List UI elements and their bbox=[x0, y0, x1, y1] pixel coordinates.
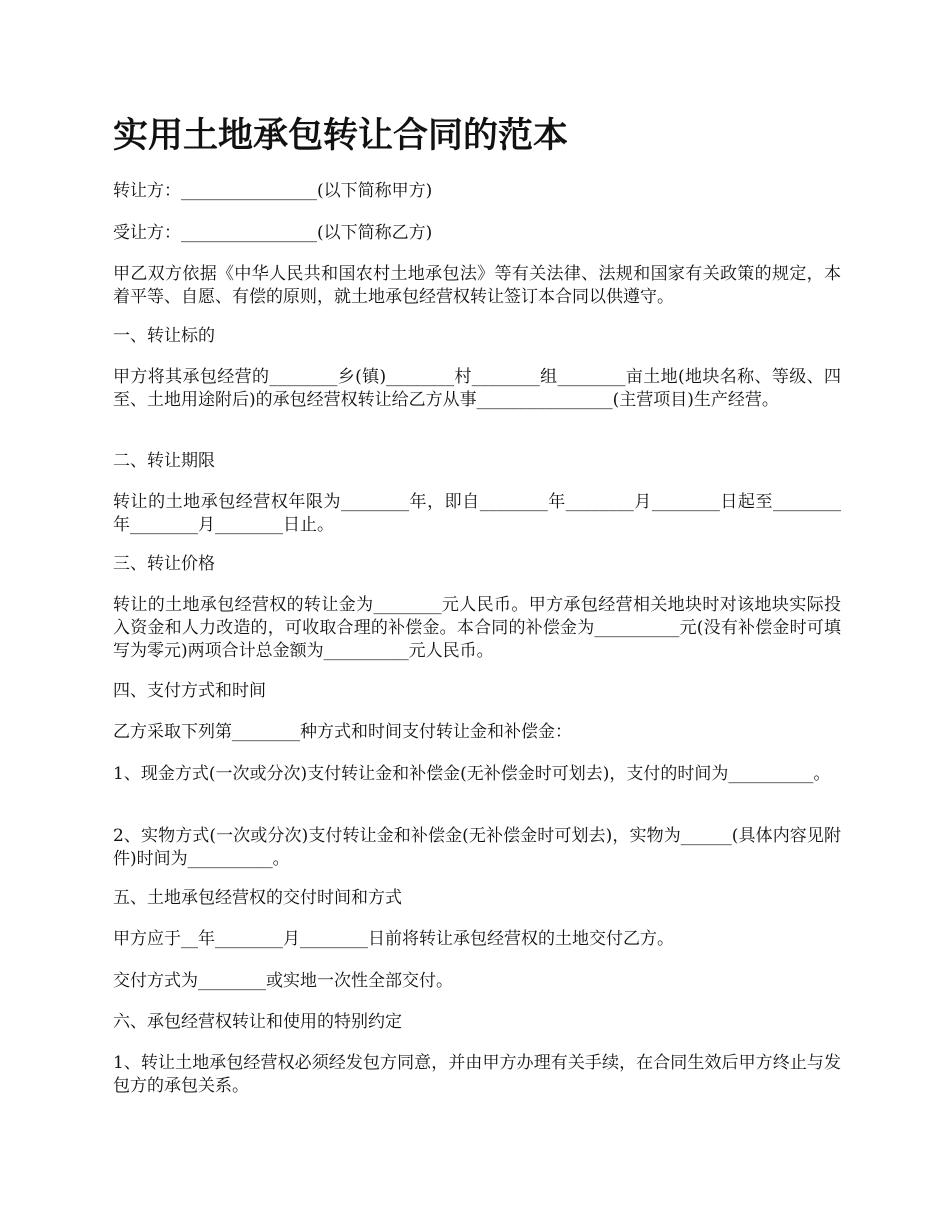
paragraph-payment-intro: 乙方采取下列第________种方式和时间支付转让金和补偿金： bbox=[113, 722, 572, 742]
paragraph-price: 转让的土地承包经营权的转让金为________元人民币。甲方承包经营相关地块时对该地块实际投入资金和人力改造的，可收取合理的补偿金。本合同的补偿金为__________元(没有补偿金时可填写为零元)两项合计总金额为__________元人民币。 bbox=[113, 595, 841, 661]
paragraph-term: 转让的土地承包经营权年限为________年，即自________年________月________日起至________年________月________日止。 bbox=[113, 492, 841, 535]
section-heading-1: 一、转让标的 bbox=[113, 326, 215, 346]
document-title: 实用土地承包转让合同的范本 bbox=[113, 116, 569, 156]
section-heading-4: 四、支付方式和时间 bbox=[113, 681, 266, 701]
section-heading-3: 三、转让价格 bbox=[113, 554, 215, 574]
paragraph-transferor: 转让方：________________(以下简称甲方) bbox=[113, 181, 433, 201]
section-heading-2: 二、转让期限 bbox=[113, 451, 215, 471]
paragraph-payment-cash: 1、现金方式(一次或分次)支付转让金和补偿金(无补偿金时可划去)，支付的时间为__________。 bbox=[113, 764, 831, 784]
paragraph-preamble: 甲乙双方依据《中华人民共和国农村土地承包法》等有关法律、法规和国家有关政策的规定，本着平等、自愿、有偿的原则，就土地承包经营权转让签订本合同以供遵守。 bbox=[113, 264, 841, 307]
paragraph-payment-in-kind: 2、实物方式(一次或分次)支付转让金和补偿金(无补偿金时可划去)，实物为______(具体内容见附件)时间为__________。 bbox=[113, 826, 841, 869]
paragraph-delivery-time: 甲方应于__年________月________日前将转让承包经营权的土地交付乙方。 bbox=[113, 929, 674, 949]
section-heading-5: 五、土地承包经营权的交付时间和方式 bbox=[113, 888, 402, 908]
section-heading-6: 六、承包经营权转让和使用的特别约定 bbox=[113, 1012, 402, 1032]
paragraph-subject: 甲方将其承包经营的________乡(镇)________村________组________亩土地(地块名称、等级、四至、土地用途附后)的承包经营权转让给乙方从事________________(主营项目)生产经营。 bbox=[113, 367, 841, 410]
paragraph-transferee: 受让方：________________(以下简称乙方) bbox=[113, 223, 433, 243]
paragraph-delivery-method: 交付方式为________或实地一次性全部交付。 bbox=[113, 971, 453, 991]
paragraph-special-terms-1: 1、转让土地承包经营权必须经发包方同意，并由甲方办理有关手续，在合同生效后甲方终止与发包方的承包关系。 bbox=[113, 1053, 841, 1096]
